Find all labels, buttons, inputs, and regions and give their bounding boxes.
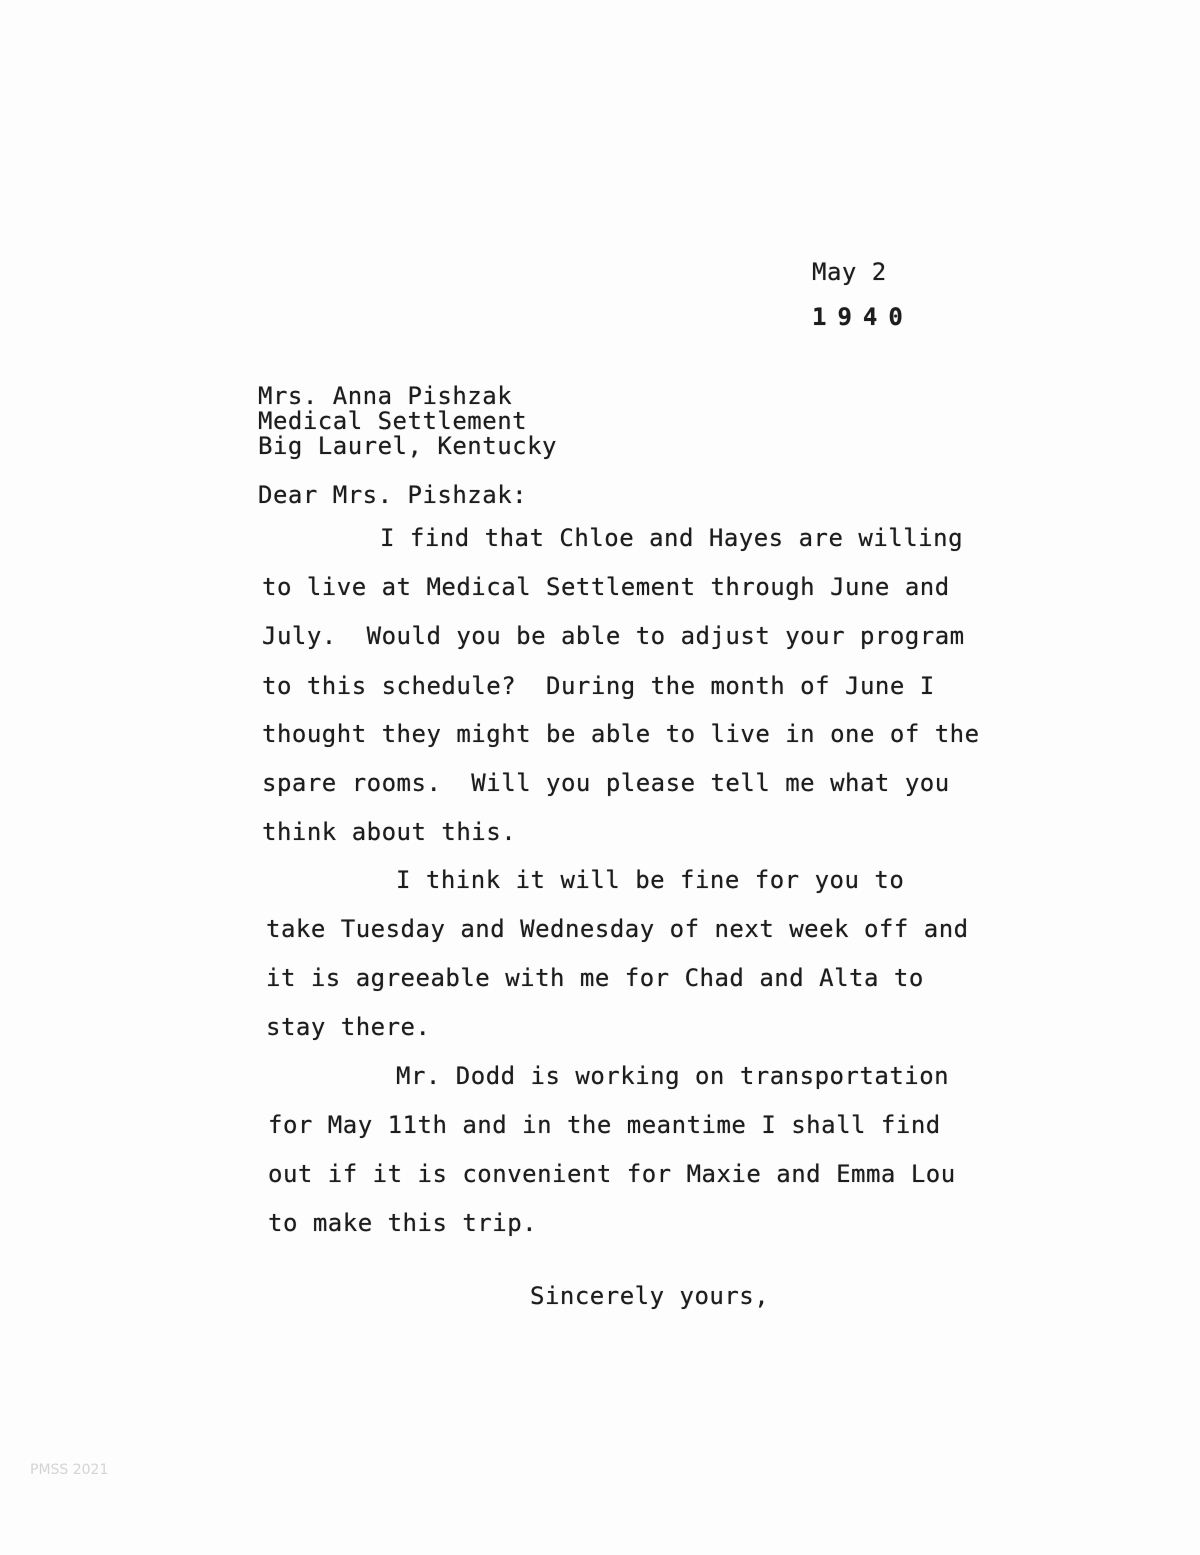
paragraph-3-line-2: for May 11th and in the meantime I shall find [268,1111,941,1139]
salutation: Dear Mrs. Pishzak: [258,481,528,509]
paragraph-1-line-7: think about this. [262,818,517,846]
paragraph-1-line-6: spare rooms. Will you please tell me what you [262,769,950,797]
letter-year: 1940 [812,303,914,331]
paragraph-2-line-3: it is agreeable with me for Chad and Alta to [266,964,924,992]
paragraph-1-line-5: thought they might be able to live in one of the [262,720,980,748]
paragraph-2-line-4: stay there. [266,1013,431,1041]
paragraph-1-line-4: to this schedule? During the month of June I [262,672,935,700]
paragraph-3-line-1: Mr. Dodd is working on transportation [396,1062,950,1090]
recipient-location: Big Laurel, Kentucky [258,432,557,460]
paragraph-2-line-1: I think it will be fine for you to [396,866,905,894]
recipient-name: Mrs. Anna Pishzak [258,382,513,410]
letter-date: May 2 [812,258,887,286]
paragraph-3-line-3: out if it is convenient for Maxie and Emma Lou [268,1160,956,1188]
closing: Sincerely yours, [530,1282,770,1310]
paragraph-1-line-3: July. Would you be able to adjust your program [262,622,965,650]
paragraph-3-line-4: to make this trip. [268,1209,538,1237]
paragraph-1-line-2: to live at Medical Settlement through June and [262,573,950,601]
paragraph-2-line-2: take Tuesday and Wednesday of next week off and [266,915,969,943]
recipient-organization: Medical Settlement [258,407,528,435]
paragraph-1-line-1: I find that Chloe and Hayes are willing [380,524,964,552]
archive-watermark: PMSS 2021 [30,1462,109,1478]
